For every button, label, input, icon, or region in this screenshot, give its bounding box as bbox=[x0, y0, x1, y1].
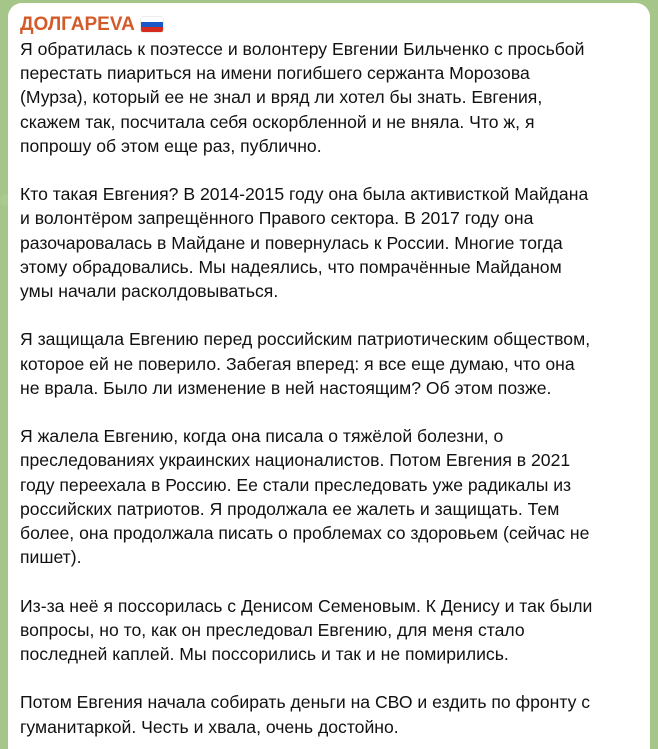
russian-flag-icon bbox=[141, 17, 163, 32]
message-text bbox=[20, 37, 646, 739]
message-paragraph-4: Я жалела Евгению, когда она писала о тяжёлой болезни, о преследованиях украинских националистов. Потом Евгения в 2021 году переехала в Россию. Ее стали преследовать уже радикалы из российских патриотов. Я продолжала ее жалеть и защищать. Тем более, она продолжала писать о проблемах со здоровьем (сейчас не пишет). bbox=[20, 426, 590, 568]
message-paragraph-2: Кто такая Евгения? В 2014-2015 году она была активисткой Майдана и волонтёром запрещённого Правого сектора. В 2017 году она разочаровалась в Майдане и повернулась к России. Многие тогда этому обрадовались. Мы надеялись, что помрачённые Майданом умы начали расколдовываться. bbox=[20, 184, 589, 302]
message-paragraph-6: Потом Евгения начала собирать деньги на СВО и ездить по фронту с гуманитаркой. Честь и хвала, очень достойно. bbox=[20, 692, 591, 737]
message-bubble[interactable] bbox=[8, 3, 650, 749]
channel-name-header[interactable] bbox=[20, 12, 638, 37]
message-paragraph-5: Из-за неё я поссорилась с Денисом Семеновым. К Денису и так были вопросы, но то, как он преследовал Евгению, для меня стало последней каплей. Мы поссорились и так и не помирились. bbox=[20, 595, 593, 665]
message-paragraph-1: Я обратилась к поэтессе и волонтеру Евгении Бильченко с просьбой перестать пиариться на имени погибшего сержанта Морозова (Мурза), который ее не знал и вряд ли хотел бы знать. Евгения, скажем так, посчитала себя оскорбленной и не вняла. Что ж, я попрошу об этом еще раз, публично. bbox=[20, 39, 585, 156]
channel-name[interactable]: ДОЛГАРЕVA bbox=[20, 14, 135, 35]
message-paragraph-3: Я защищала Евгению перед российским патриотическим обществом, которое ей не поверило. Забегая вперед: я все еще думаю, что она не врала. Было ли изменение в ней настоящим? Об этом позже. bbox=[20, 329, 591, 398]
